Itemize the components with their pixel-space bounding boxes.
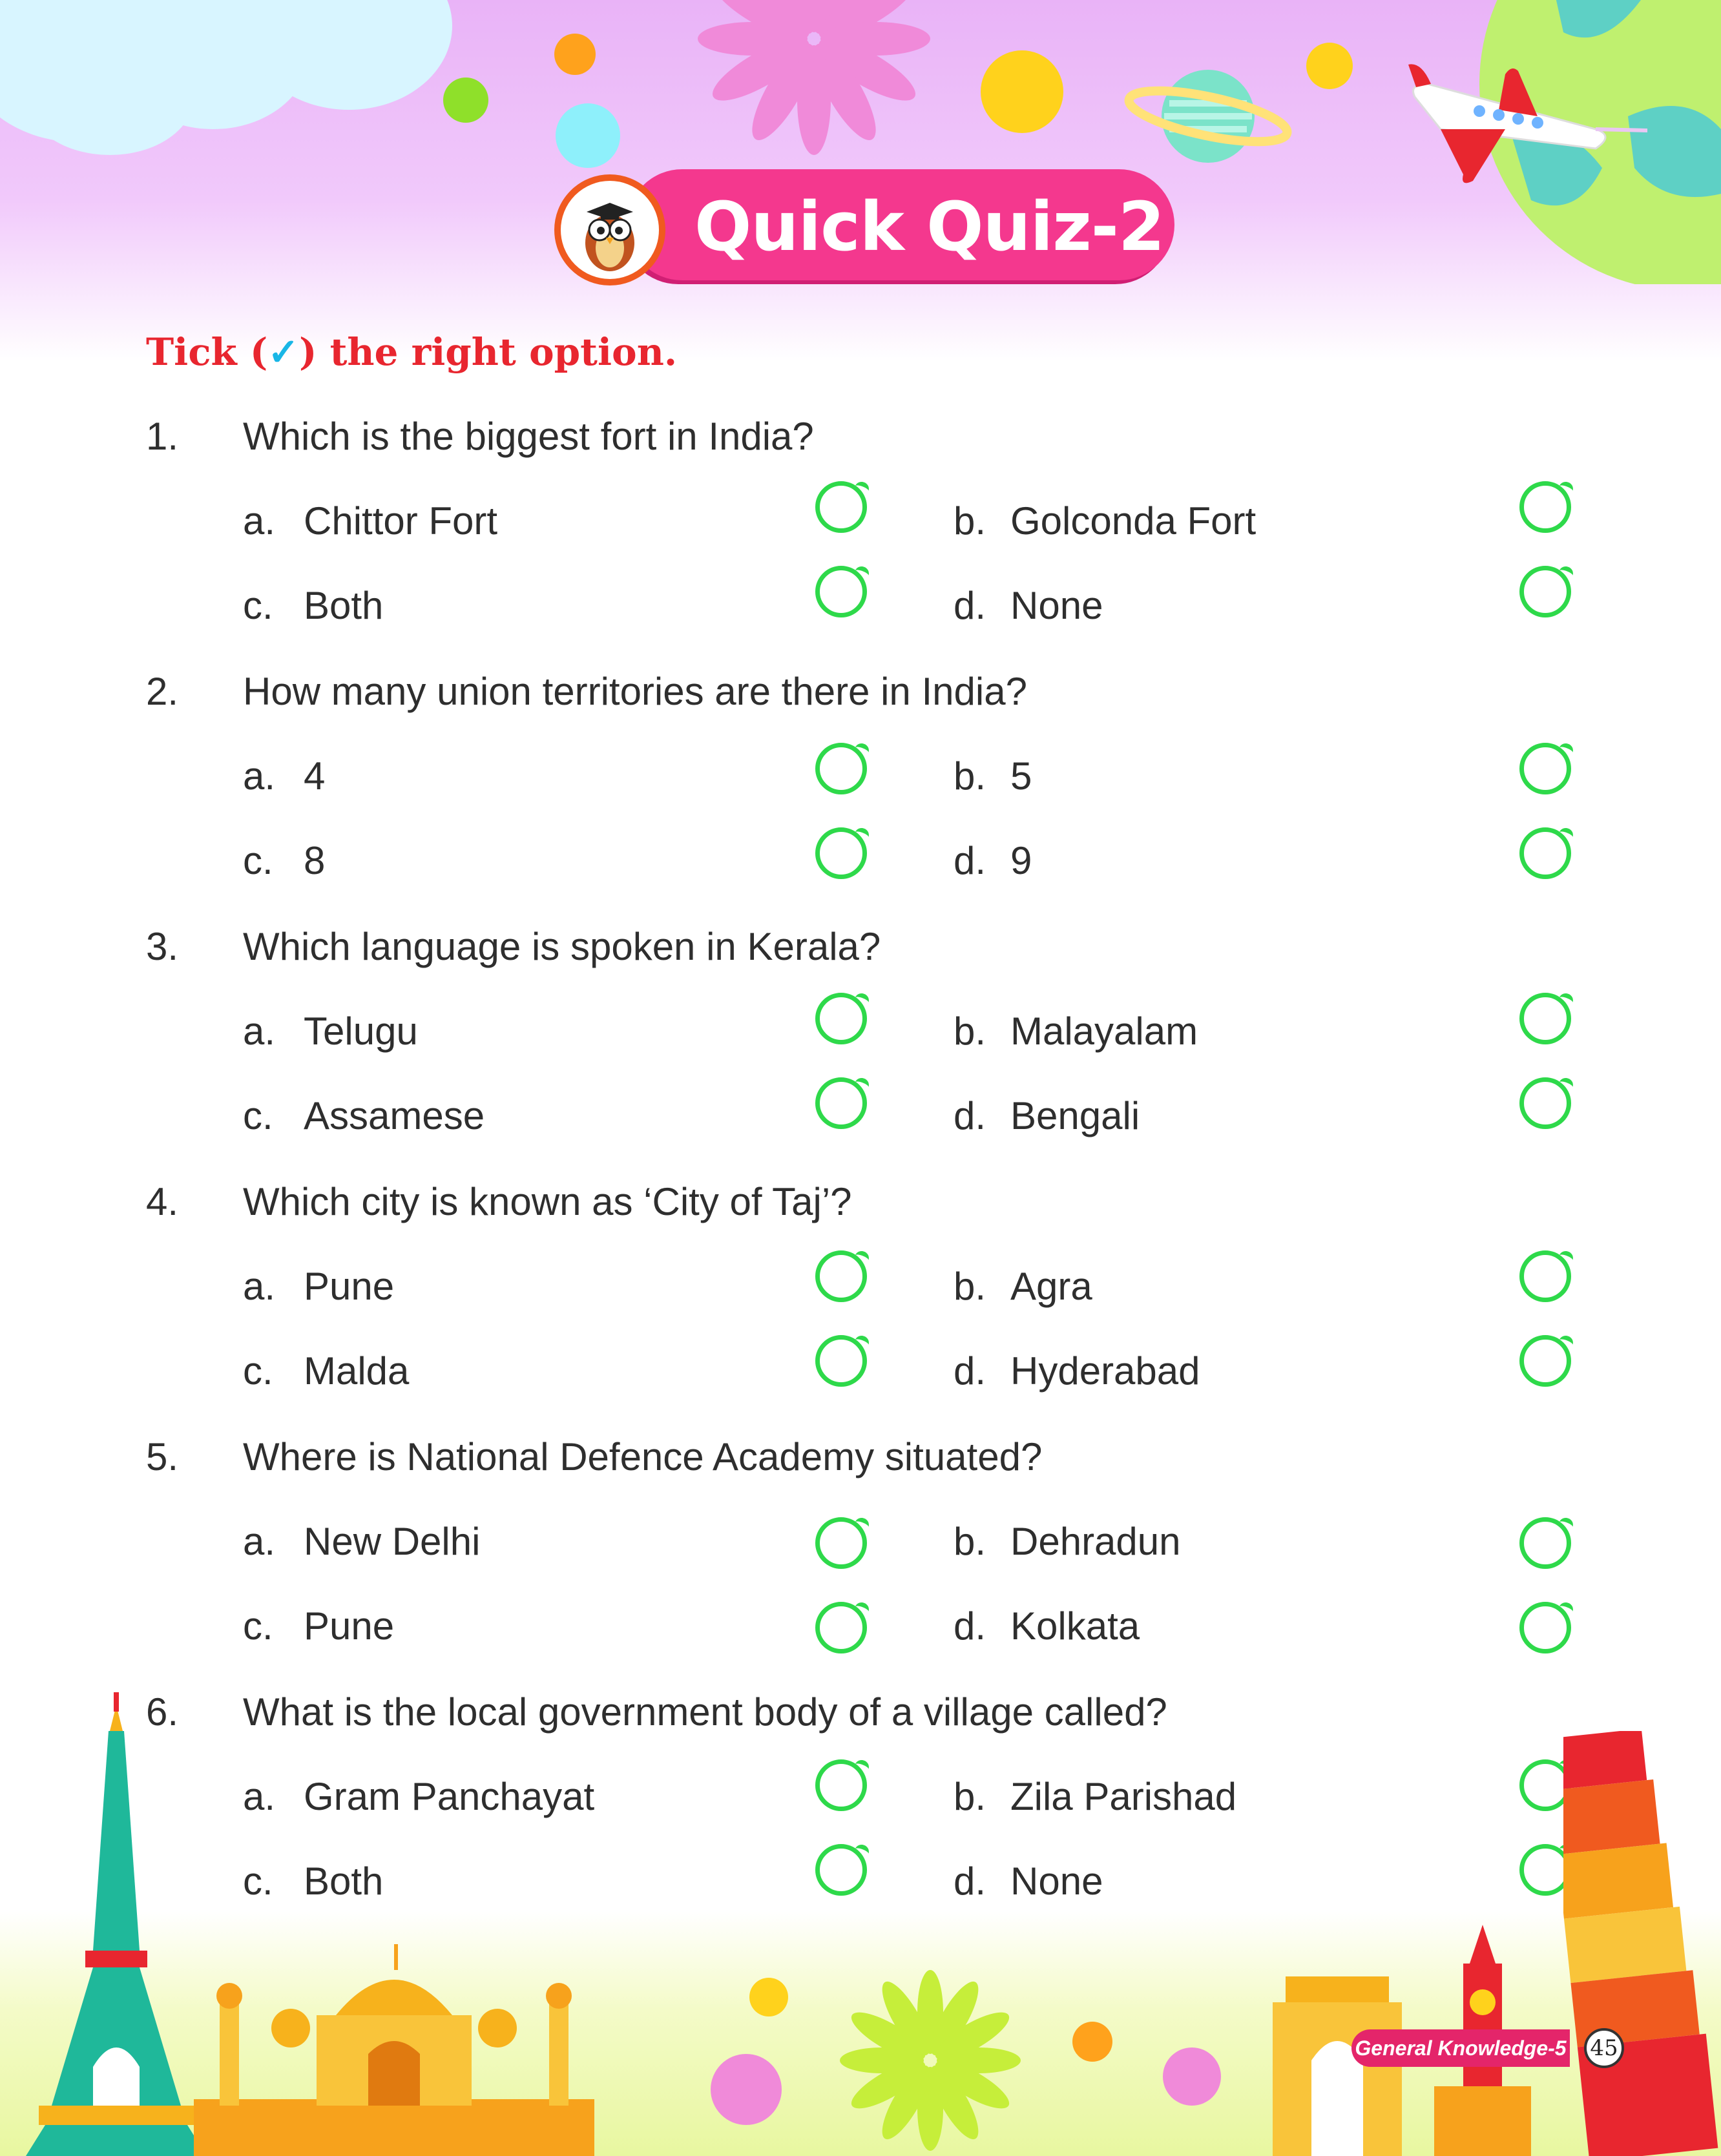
option-letter: b. bbox=[954, 754, 986, 798]
option-text: 8 bbox=[304, 839, 326, 882]
eiffel-tower-decoration bbox=[26, 1692, 207, 2156]
answer-tick-circle[interactable] bbox=[815, 1517, 867, 1569]
option-letter: a. bbox=[243, 1520, 276, 1563]
dot-decoration bbox=[1306, 43, 1353, 89]
planet-decoration bbox=[1124, 52, 1292, 181]
dot-decoration bbox=[443, 78, 488, 123]
answer-tick-circle[interactable] bbox=[815, 1335, 867, 1387]
option-letter: c. bbox=[243, 1094, 273, 1137]
question-text: What is the local government body of a village called? bbox=[243, 1690, 1167, 1734]
question-number: 3. bbox=[146, 925, 179, 968]
option-text: Malda bbox=[304, 1349, 410, 1393]
flower-decoration bbox=[840, 1970, 1021, 2151]
option-letter: c. bbox=[243, 1604, 273, 1648]
option-text: Malayalam bbox=[1010, 1010, 1198, 1053]
flower-decoration bbox=[698, 0, 930, 155]
answer-tick-circle[interactable] bbox=[815, 743, 867, 794]
option-text: Hyderabad bbox=[1010, 1349, 1200, 1393]
answer-tick-circle[interactable] bbox=[1519, 566, 1571, 617]
answer-tick-circle[interactable] bbox=[1519, 1335, 1571, 1387]
option-text: Agra bbox=[1010, 1265, 1092, 1308]
option-letter: a. bbox=[243, 754, 276, 798]
dot-decoration bbox=[556, 103, 620, 168]
option-letter: c. bbox=[243, 1860, 273, 1903]
option-text: Assamese bbox=[304, 1094, 485, 1137]
option-letter: b. bbox=[954, 1010, 986, 1053]
option-text: Dehradun bbox=[1010, 1520, 1181, 1563]
page-number: 45 bbox=[1584, 2028, 1624, 2068]
answer-tick-circle[interactable] bbox=[1519, 1517, 1571, 1569]
answer-tick-circle[interactable] bbox=[815, 566, 867, 617]
option-text: None bbox=[1010, 584, 1103, 627]
instruction-suffix: ) the right option. bbox=[298, 330, 678, 374]
dot-decoration bbox=[554, 34, 596, 75]
airplane-icon bbox=[1402, 58, 1647, 200]
dot-decoration bbox=[981, 50, 1063, 133]
question-text: Where is National Defence Academy situated? bbox=[243, 1435, 1043, 1478]
answer-tick-circle[interactable] bbox=[815, 1602, 867, 1653]
option-letter: c. bbox=[243, 584, 273, 627]
option-text: Chittor Fort bbox=[304, 499, 498, 543]
question-number: 1. bbox=[146, 415, 179, 458]
option-text: Gram Panchayat bbox=[304, 1775, 595, 1818]
question-number: 5. bbox=[146, 1435, 179, 1478]
option-letter: d. bbox=[954, 584, 986, 627]
instruction-prefix: Tick ( bbox=[146, 330, 268, 374]
option-text: None bbox=[1010, 1860, 1103, 1903]
option-text: Both bbox=[304, 584, 384, 627]
owl-icon bbox=[561, 181, 659, 279]
instruction-text bbox=[146, 323, 677, 381]
option-text: Pune bbox=[304, 1604, 395, 1648]
option-text: 4 bbox=[304, 754, 326, 798]
option-text: Telugu bbox=[304, 1010, 418, 1053]
option-letter: d. bbox=[954, 1094, 986, 1137]
answer-tick-circle[interactable] bbox=[815, 827, 867, 879]
option-letter: b. bbox=[954, 1775, 986, 1818]
answer-tick-circle[interactable] bbox=[815, 993, 867, 1044]
option-letter: b. bbox=[954, 1265, 986, 1308]
option-letter: c. bbox=[243, 1349, 273, 1393]
book-title-tag: General Knowledge-5 bbox=[1351, 2029, 1570, 2067]
question-number: 6. bbox=[146, 1690, 179, 1734]
question-text: Which city is known as ‘City of Taj’? bbox=[243, 1180, 852, 1223]
answer-tick-circle[interactable] bbox=[815, 1844, 867, 1896]
page-title: Quick Quiz-2 bbox=[694, 187, 1165, 266]
option-text: 9 bbox=[1010, 839, 1032, 882]
option-letter: d. bbox=[954, 1860, 986, 1903]
answer-tick-circle[interactable] bbox=[1519, 993, 1571, 1044]
option-text: Kolkata bbox=[1010, 1604, 1140, 1648]
option-letter: b. bbox=[954, 499, 986, 543]
option-text: Pune bbox=[304, 1265, 395, 1308]
option-letter: a. bbox=[243, 1775, 276, 1818]
option-letter: c. bbox=[243, 839, 273, 882]
option-text: Golconda Fort bbox=[1010, 499, 1257, 543]
option-letter: a. bbox=[243, 1265, 276, 1308]
answer-tick-circle[interactable] bbox=[1519, 1077, 1571, 1129]
dot-decoration bbox=[749, 1978, 788, 2016]
question-number: 4. bbox=[146, 1180, 179, 1223]
owl-mascot-badge bbox=[554, 174, 665, 285]
answer-tick-circle[interactable] bbox=[815, 1759, 867, 1811]
option-text: 5 bbox=[1010, 754, 1032, 798]
answer-tick-circle[interactable] bbox=[815, 1077, 867, 1129]
dot-decoration bbox=[711, 2054, 782, 2125]
option-letter: a. bbox=[243, 1010, 276, 1053]
answer-tick-circle[interactable] bbox=[1519, 827, 1571, 879]
answer-tick-circle[interactable] bbox=[815, 481, 867, 533]
tick-icon: ✓ bbox=[267, 330, 299, 374]
option-letter: d. bbox=[954, 1349, 986, 1393]
option-letter: b. bbox=[954, 1520, 986, 1563]
option-letter: a. bbox=[243, 499, 276, 543]
option-text: New Delhi bbox=[304, 1520, 481, 1563]
option-text: Bengali bbox=[1010, 1094, 1140, 1137]
question-text: Which language is spoken in Kerala? bbox=[243, 925, 881, 968]
question-text: How many union territories are there in India? bbox=[243, 670, 1027, 713]
dot-decoration bbox=[1163, 2047, 1221, 2106]
option-text: Zila Parishad bbox=[1010, 1775, 1237, 1818]
option-letter: d. bbox=[954, 839, 986, 882]
leaning-tower-decoration bbox=[1563, 1731, 1721, 2156]
option-letter: d. bbox=[954, 1604, 986, 1648]
answer-tick-circle[interactable] bbox=[1519, 743, 1571, 794]
cloud-decoration bbox=[26, 39, 194, 155]
answer-tick-circle[interactable] bbox=[1519, 481, 1571, 533]
answer-tick-circle[interactable] bbox=[1519, 1602, 1571, 1653]
option-text: Both bbox=[304, 1860, 384, 1903]
question-text: Which is the biggest fort in India? bbox=[243, 415, 814, 458]
question-number: 2. bbox=[146, 670, 179, 713]
answer-tick-circle[interactable] bbox=[1519, 1250, 1571, 1302]
taj-mahal-decoration bbox=[194, 1931, 594, 2156]
dot-decoration bbox=[1072, 2022, 1112, 2062]
answer-tick-circle[interactable] bbox=[815, 1250, 867, 1302]
